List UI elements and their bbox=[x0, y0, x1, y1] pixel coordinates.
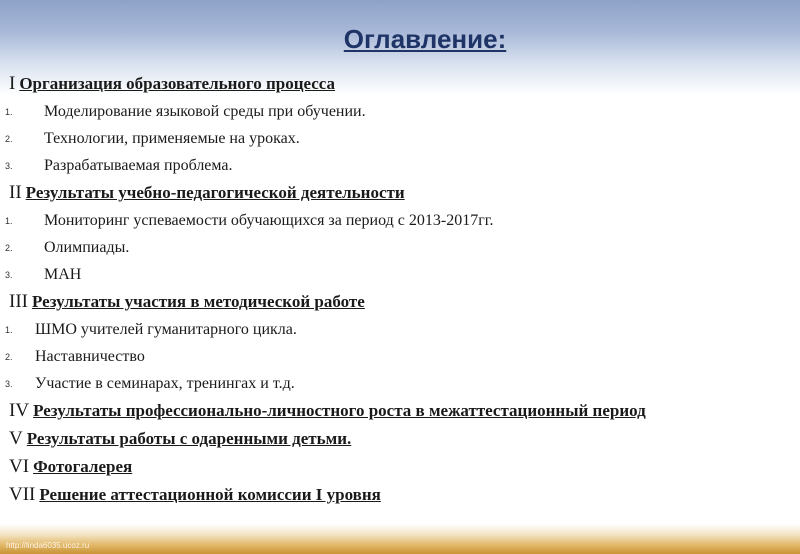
item-number: 1. bbox=[5, 216, 13, 226]
item-text: Разрабатываемая проблема. bbox=[44, 157, 233, 174]
item-text: Мониторинг успеваемости обучающихся за период с 2013-2017гг. bbox=[44, 212, 494, 229]
item-text: Технологии, применяемые на уроках. bbox=[44, 130, 300, 147]
item-number: 3. bbox=[5, 161, 13, 171]
list-item bbox=[0, 261, 800, 288]
item-number: 2. bbox=[5, 352, 13, 362]
toc-section-7[interactable] bbox=[0, 481, 800, 509]
section-number: II bbox=[9, 182, 22, 203]
watermark: http://linda6035.ucoz.ru bbox=[6, 541, 90, 550]
list-item bbox=[0, 316, 800, 343]
page-title: Оглавление: bbox=[343, 24, 507, 54]
section-number: III bbox=[9, 291, 28, 312]
item-number: 3. bbox=[5, 270, 13, 280]
item-number: 2. bbox=[5, 243, 13, 253]
section-title: Результаты работы с одаренными детьми. bbox=[26, 429, 352, 448]
list-item bbox=[0, 125, 800, 152]
table-of-contents bbox=[0, 70, 800, 509]
item-number: 1. bbox=[5, 107, 13, 117]
section-number: VI bbox=[9, 456, 30, 477]
section-title: Результаты профессионально-личностного роста в межаттестационный период bbox=[33, 401, 646, 420]
section-number: VII bbox=[9, 484, 36, 505]
toc-section-6[interactable] bbox=[0, 453, 800, 481]
section-title: Организация образовательного процесса bbox=[19, 74, 336, 93]
toc-section-3[interactable] bbox=[0, 288, 800, 316]
section-title: Решение аттестационной комиссии I уровня bbox=[39, 485, 381, 504]
item-text: Моделирование языковой среды при обучении. bbox=[44, 103, 366, 120]
item-text: Участие в семинарах, тренингах и т.д. bbox=[35, 375, 295, 392]
list-item bbox=[0, 370, 800, 397]
list-item bbox=[0, 343, 800, 370]
section-title: Результаты участия в методической работе bbox=[31, 292, 365, 311]
section-title: Фотогалерея bbox=[33, 457, 133, 476]
toc-section-4[interactable] bbox=[0, 397, 800, 425]
section-number: I bbox=[9, 73, 16, 94]
toc-section-1[interactable] bbox=[0, 70, 800, 98]
item-text: ШМО учителей гуманитарного цикла. bbox=[35, 321, 297, 338]
item-number: 3. bbox=[5, 379, 13, 389]
list-item bbox=[0, 207, 800, 234]
list-item bbox=[0, 98, 800, 125]
section-title: Результаты учебно-педагогической деятельности bbox=[25, 183, 405, 202]
list-item bbox=[0, 152, 800, 179]
section-number: IV bbox=[9, 400, 30, 421]
item-text: МАН bbox=[44, 266, 82, 283]
item-number: 2. bbox=[5, 134, 13, 144]
toc-section-2[interactable] bbox=[0, 179, 800, 207]
item-number: 1. bbox=[5, 325, 13, 335]
toc-section-5[interactable] bbox=[0, 425, 800, 453]
section-number: V bbox=[9, 428, 23, 449]
item-text: Олимпиады. bbox=[44, 239, 130, 256]
item-text: Наставничество bbox=[35, 348, 145, 365]
list-item bbox=[0, 234, 800, 261]
footer-gradient bbox=[0, 524, 800, 554]
